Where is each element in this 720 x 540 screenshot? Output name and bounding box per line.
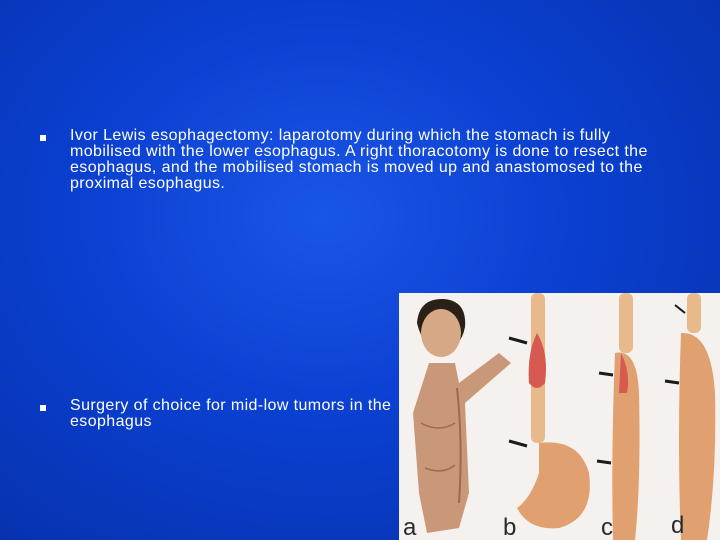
panel-label-d: d: [671, 512, 685, 539]
gastric-tube-c: [597, 293, 640, 540]
bullet-text: Ivor Lewis esophagectomy: laparotomy during which the stomach is fully mobilised with the lower esophagus. A right thoracotomy is done to resect the esophagus, and the mobilised stomach is moved up and anastomosed to the proximal esophagus.: [70, 127, 648, 192]
stomach-diagram: [509, 293, 590, 528]
bullet-item: [40, 398, 400, 430]
square-bullet-icon: [40, 405, 46, 411]
panel-label-a: a: [403, 514, 417, 540]
panel-label-b: b: [503, 514, 517, 540]
illustration-svg: [399, 293, 720, 540]
panel-label-c: c: [601, 514, 613, 540]
esophagectomy-illustration: [399, 293, 720, 540]
patient-figure: [413, 299, 511, 533]
bullet-item: [40, 128, 680, 192]
square-bullet-icon: [40, 135, 46, 141]
anastomosis-d: [665, 293, 715, 540]
bullet-text: Surgery of choice for mid-low tumors in the esophagus: [70, 397, 392, 430]
